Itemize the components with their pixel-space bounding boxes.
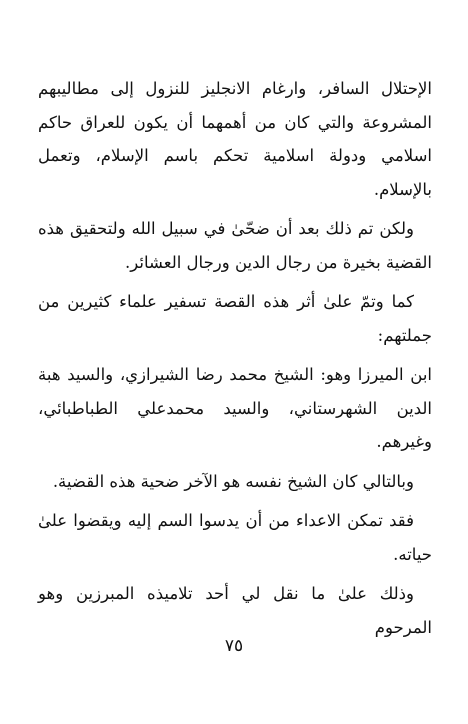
body-text <box>38 72 432 650</box>
paragraph: وبالتالي كان الشيخ نفسه هو الآخر ضحية هذه القضية. <box>52 471 414 491</box>
paragraph: فقد تمكن الاعداء من أن يدسوا السم إليه ويقضوا علىٰ حياته. <box>38 511 432 564</box>
page-number: ٧٥ <box>224 636 244 656</box>
paragraph: ولكن تم ذلك بعد أن ضحّىٰ في سبيل الله ولتحقيق هذه القضية بخيرة من رجال الدين ورجال العشائر. <box>38 219 432 272</box>
paragraph: الإحتلال السافر، وارغام الانجليز للنزول إلى مطاليبهم المشروعة والتي كان من أهمهما أن يكون للعراق حاكم اسلامي ودولة اسلامية تحكم باسم الإسلام، وتعمل بالإسلام. <box>38 79 432 199</box>
paragraph: كما وتمّ علىٰ أثر هذه القصة تسفير علماء كثيرين من جملتهم: <box>38 292 432 345</box>
paragraph: وذلك علىٰ ما نقل لي أحد تلاميذه المبرزين وهو المرحوم <box>38 584 432 637</box>
paragraph: ابن الميرزا وهو: الشيخ محمد رضا الشيرازي، والسيد هبة الدين الشهرستاني، والسيد محمدعلي الطباطبائي، وغيرهم. <box>38 365 432 451</box>
